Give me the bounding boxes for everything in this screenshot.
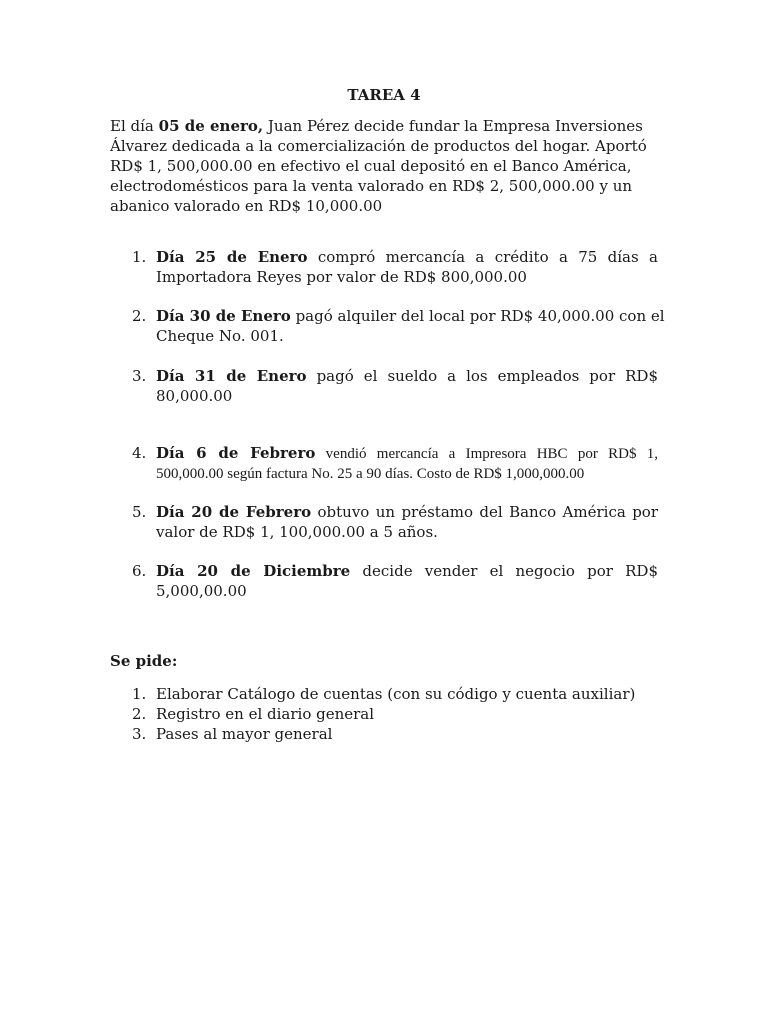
item-line <box>156 443 658 464</box>
item-text: pagó el sueldo a los empleados por RD$ <box>306 367 658 385</box>
intro-line <box>110 116 650 136</box>
item-date: Día 20 de Febrero <box>156 503 312 521</box>
item-number: 2. <box>132 307 147 325</box>
item-text: vendió mercancía a Impresora HBC por RD$ 1, <box>315 446 658 462</box>
item-date: Día 6 de Febrero <box>156 444 316 462</box>
section-heading: Se pide: <box>110 652 178 670</box>
requirement-number: 1. <box>132 685 147 703</box>
item-number: 3. <box>132 367 147 385</box>
intro-line: electrodomésticos para la venta valorado en RD$ 2, 500,000.00 y un <box>110 177 633 195</box>
item-number: 6. <box>132 562 147 580</box>
item-line <box>156 366 658 386</box>
item-line: Importadora Reyes por valor de RD$ 800,000.00 <box>156 268 527 286</box>
item-date: Día 31 de Enero <box>156 367 307 385</box>
item-line: 500,000.00 según factura No. 25 a 90 días. Costo de RD$ 1,000,000.00 <box>156 466 585 482</box>
requirement-text: Registro en el diario general <box>156 705 375 723</box>
item-number: 5. <box>132 503 147 521</box>
item-number: 4. <box>132 444 147 462</box>
item-date: Día 30 de Enero <box>156 307 291 325</box>
requirement-text: Elaborar Catálogo de cuentas (con su código y cuenta auxiliar) <box>156 685 636 703</box>
document-title: TAREA 4 <box>347 86 421 104</box>
item-date: Día 20 de Diciembre <box>156 562 351 580</box>
item-line <box>156 502 658 522</box>
intro-line: abanico valorado en RD$ 10,000.00 <box>110 197 383 215</box>
requirement-text: Pases al mayor general <box>156 725 333 743</box>
item-text: compró mercancía a crédito a 75 días a <box>307 248 658 266</box>
intro-line: Álvarez dedicada a la comercialización de productos del hogar. Aportó <box>110 137 647 155</box>
item-text: obtuvo un préstamo del Banco América por <box>311 503 658 521</box>
item-line <box>156 247 658 267</box>
intro-line: RD$ 1, 500,000.00 en efectivo el cual depositó en el Banco América, <box>110 157 632 175</box>
item-line <box>156 306 665 326</box>
item-text: pagó alquiler del local por RD$ 40,000.00 con el <box>290 307 665 325</box>
item-text: decide vender el negocio por RD$ <box>350 562 658 580</box>
item-line: 5,000,00.00 <box>156 582 247 600</box>
item-line: Cheque No. 001. <box>156 327 284 345</box>
item-line: 80,000.00 <box>156 387 233 405</box>
intro-date: 05 de enero, <box>158 117 264 135</box>
intro-text: Juan Pérez decide fundar la Empresa Inversiones <box>263 117 643 135</box>
intro-paragraph <box>110 116 650 216</box>
intro-text: El día <box>110 117 159 135</box>
requirement-number: 3. <box>132 725 147 743</box>
item-number: 1. <box>132 248 147 266</box>
requirement-number: 2. <box>132 705 147 723</box>
item-line: valor de RD$ 1, 100,000.00 a 5 años. <box>156 523 438 541</box>
item-line <box>156 561 658 581</box>
item-date: Día 25 de Enero <box>156 248 308 266</box>
